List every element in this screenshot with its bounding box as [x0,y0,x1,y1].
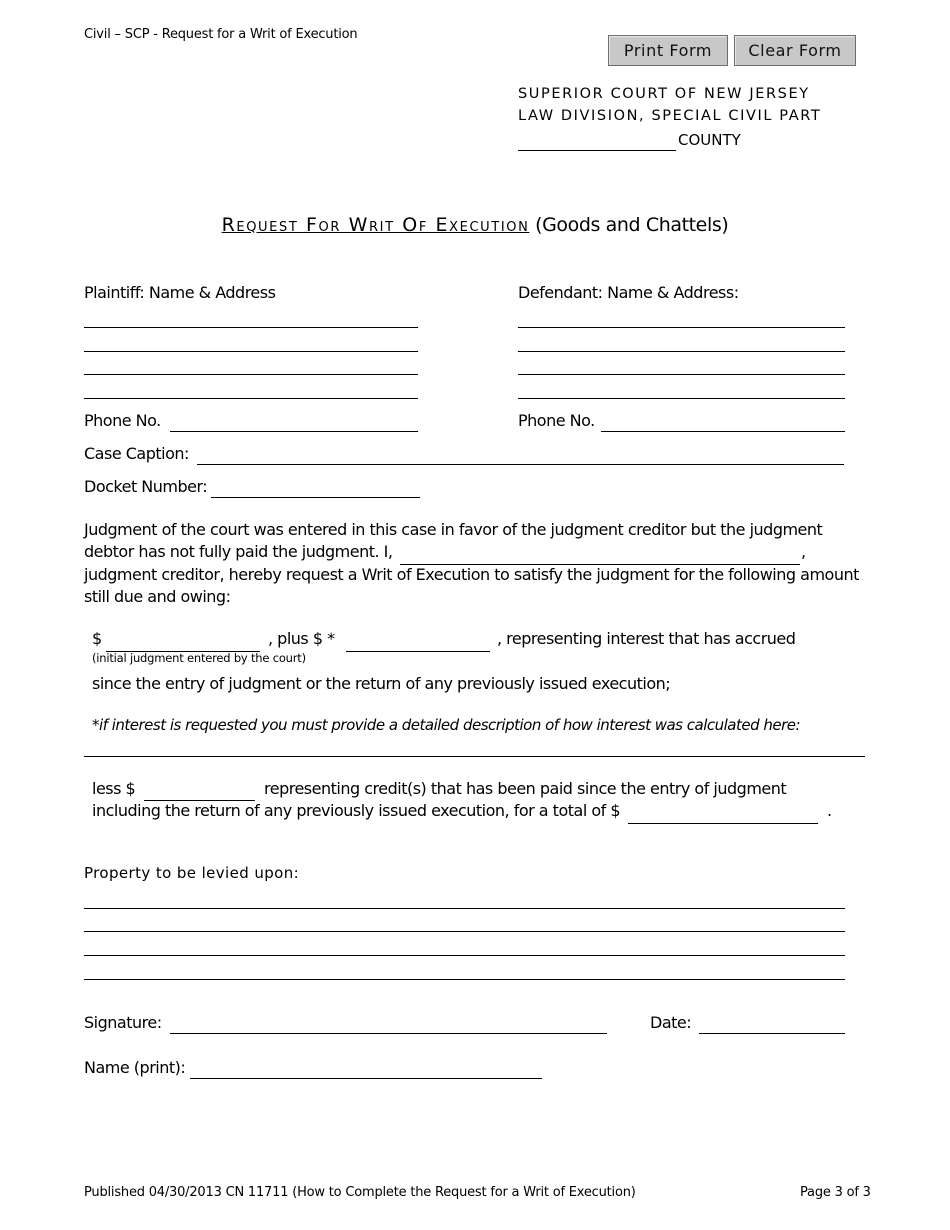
defendant-label: Defendant: Name & Address: [518,283,739,302]
plaintiff-phone-label: Phone No. [84,411,161,430]
plaintiff-address-line-2[interactable] [84,333,418,352]
interest-description-field[interactable] [84,738,865,757]
court-name: SUPERIOR COURT OF NEW JERSEY [518,86,810,102]
less-label: less $ [92,779,136,798]
property-line-2[interactable] [84,913,845,932]
plaintiff-address-line-3[interactable] [84,356,418,375]
property-line-3[interactable] [84,937,845,956]
case-caption-label: Case Caption: [84,444,189,463]
initial-judgment-field[interactable] [106,633,260,652]
date-field[interactable] [699,1015,845,1034]
interest-amount-field[interactable] [346,633,490,652]
county-label: COUNTY [678,131,741,149]
title-sub: (Goods and Chattels) [535,214,729,236]
total-text: including the return of any previously issued execution, for a total of $ [92,801,621,820]
plaintiff-label: Plaintiff: Name & Address [84,283,276,302]
date-label: Date: [650,1013,692,1032]
footer-page-number: Page 3 of 3 [800,1185,871,1200]
name-print-label: Name (print): [84,1058,186,1077]
judgment-text-line-3: judgment creditor, hereby request a Writ of Execution to satisfy the judgment for the following amount [84,565,859,584]
defendant-address-line-1[interactable] [518,309,845,328]
defendant-address-line-4[interactable] [518,380,845,399]
defendant-phone-field[interactable] [601,413,845,432]
court-division: LAW DIVISION, SPECIAL CIVIL PART [518,108,822,124]
property-line-1[interactable] [84,890,845,909]
defendant-address-line-2[interactable] [518,333,845,352]
property-line-4[interactable] [84,961,845,980]
county-field[interactable] [518,132,676,151]
docket-number-field[interactable] [211,479,420,498]
case-caption-field[interactable] [197,446,844,465]
docket-number-label: Docket Number: [84,477,208,496]
signature-field[interactable] [170,1015,607,1034]
total-amount-field[interactable] [628,805,818,824]
form-code-label: Civil – SCP - Request for a Writ of Execution [84,27,358,42]
initial-judgment-note: (initial judgment entered by the court) [92,651,306,665]
credit-text: representing credit(s) that has been paid since the entry of judgment [264,779,787,798]
signature-label: Signature: [84,1013,162,1032]
plus-label: , plus $ * [268,629,335,648]
document-title [0,214,950,236]
plaintiff-address-line-1[interactable] [84,309,418,328]
title-main: Request For Writ Of Execution [221,214,530,236]
plaintiff-phone-field[interactable] [170,413,418,432]
footer-published: Published 04/30/2013 CN 11711 (How to Complete the Request for a Writ of Execution) [84,1185,636,1200]
defendant-address-line-3[interactable] [518,356,845,375]
judgment-text-line-1: Judgment of the court was entered in this case in favor of the judgment creditor but the judgment [84,520,823,539]
judgment-creditor-name-field[interactable] [400,546,800,565]
since-entry-text: since the entry of judgment or the return of any previously issued execution; [92,674,671,693]
print-form-button[interactable]: Print Form [608,35,728,66]
clear-form-button[interactable]: Clear Form [734,35,856,66]
defendant-phone-label: Phone No. [518,411,595,430]
judgment-comma: , [801,542,806,561]
interest-text: , representing interest that has accrued [497,629,796,648]
credit-amount-field[interactable] [144,782,255,801]
total-period: . [827,801,832,820]
property-label: Property to be levied upon: [84,864,300,882]
interest-note: *if interest is requested you must provide a detailed description of how interest was calculated here: [92,716,801,734]
judgment-text-line-4: still due and owing: [84,587,231,606]
name-print-field[interactable] [190,1060,542,1079]
plaintiff-address-line-4[interactable] [84,380,418,399]
dollar-sign: $ [92,629,102,648]
judgment-text-line-2: debtor has not fully paid the judgment. I, [84,542,393,561]
